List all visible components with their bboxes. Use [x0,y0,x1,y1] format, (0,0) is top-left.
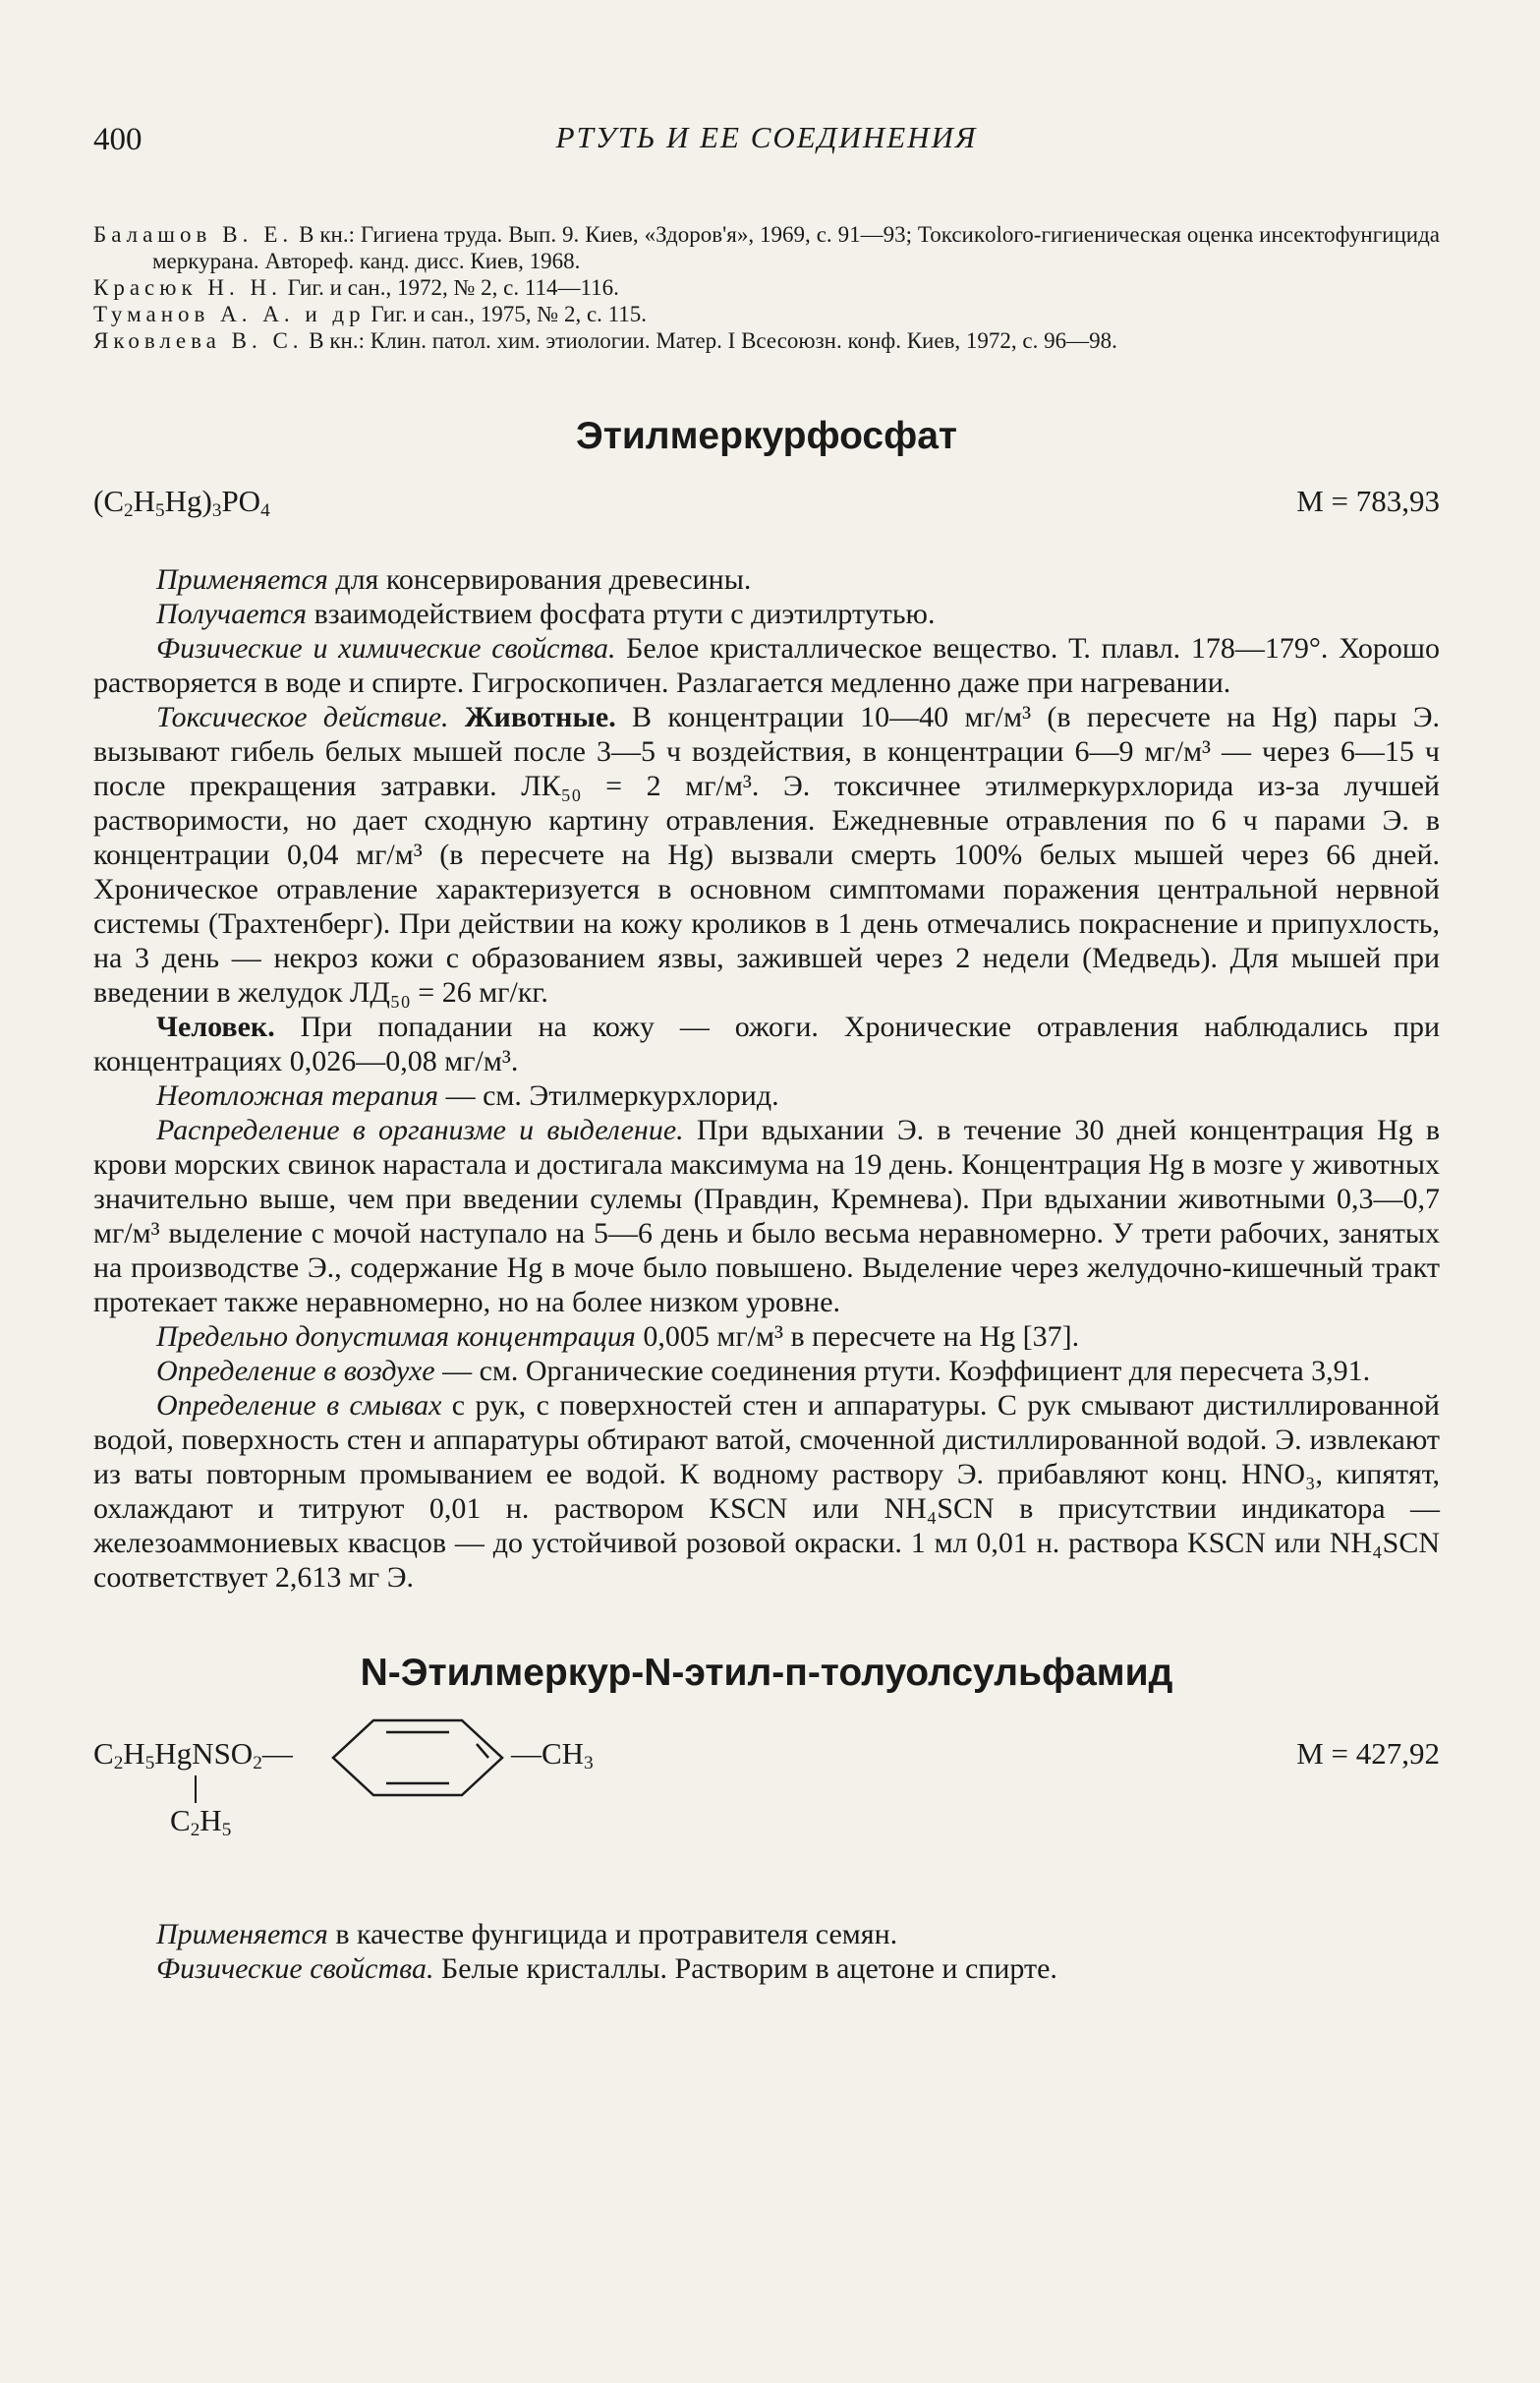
reference-author: Балашов В. Е. [93,222,294,247]
formula-row [93,480,1440,527]
formula-chain: $C_2H_5HgNSO_2—$ [93,1736,293,1773]
reference-item [93,327,1440,354]
reference-text: Гиг. и сан., 1972, № 2, с. 114—116. [281,275,619,300]
paragraph-keyword: Неотложная терапия [156,1079,439,1112]
benzene-ring-icon [329,1716,506,1799]
reference-item [93,301,1440,327]
reference-item [93,274,1440,301]
paragraph-text: При попадании на кожу — ожоги. Хронические отравления наблюдались при концентрациях 0,026—0,08 мг/м³. [93,1011,1440,1077]
reference-text: В кн.: Гигиена труда. Вып. 9. Киев, «Здоров'я», 1969, с. 91—93; Токсикolого-гигиеническая оценка инсектофунгицида меркурана. Автореф. канд. дисс. Киев, 1968. [152,222,1441,273]
paragraph [93,1951,1440,1986]
paragraph-keyword: Распределение в организме и выделение. [156,1114,684,1146]
section-title-sulfamide: N-Этилмеркур-N-этил-п-толуолсульфамид [360,1652,1173,1694]
page-number: 400 [93,122,143,157]
paragraph-keyword: Применяется [156,1918,328,1950]
paragraph [93,1113,1440,1319]
paragraph [93,562,1440,597]
paragraph-text: — см. Органические соединения ртути. Коэффициент для пересчета 3,91. [434,1355,1371,1387]
paragraph-keyword: Физические свойства. [156,1952,434,1985]
paragraph-bold-term: Человек. [156,1011,275,1043]
paragraph-text: — см. Этилмеркурхлорид. [438,1079,779,1112]
paragraph [93,1917,1440,1951]
paragraph-keyword: Предельно допустимая концентрация [156,1320,636,1353]
chemical-formula: $(C_2H_5Hg)_3PO_4$ [93,484,270,521]
section-body [93,562,1440,1595]
section-body [93,1917,1440,1986]
methyl-group: $—CH_3$ [511,1736,594,1773]
paragraph-text: В концентрации 10—40 мг/м³ (в пересчете на Hg) пары Э. вызывают гибель белых мышей после 3—5 ч воздействия, в концентрации 6—9 мг/м³ — через 6—15 ч после прекращения затравки. ЛК₅₀ = 2 мг/м³. Э. токсичнее этилмеркурхлорида из-за лучшей растворимости, но дает сходную картину отравления. Ежедневные отравления по 6 ч парами Э. в концентрации 0,04 мг/м³ (в пересчете на Hg) вызвали смерть 100% белых мышей через 66 дней. Хроническое отравление характеризуется в основном симптомами поражения центральной нервной системы (Трахтенберг). При действии на кожу кроликов в 1 день отмечались покраснение и припухлость, на 3 день — некроз кожи с образованием язвы, зажившей через 2 недели (Медведь). Для мышей при введении в желудок ЛД₅₀ = 26 мг/кг. [93,701,1440,1009]
paragraph-bold-term: Животные. [448,701,616,733]
molecular-weight: M = 783,93 [1296,484,1440,518]
paragraph-text: Белое кристаллическое вещество. Т. плавл. 178—179°. Хорошо растворяется в воде и спирте. Гигроскопичен. Разлагается медленно даже при нагревании. [93,632,1440,699]
molecular-weight: M = 427,92 [1296,1736,1440,1771]
ethyl-group: $C_2H_5$ [170,1803,232,1840]
paragraph-keyword: Токсическое действие. [156,701,449,733]
paragraph-text: для консервирования древесины. [327,563,752,596]
reference-author: Туманов А. А. и др [93,302,366,326]
paragraph-text: в качестве фунгицида и протравителя семян. [327,1918,898,1950]
paragraph [93,1078,1440,1113]
paragraph [93,700,1440,1010]
running-head [93,108,1440,167]
running-title: РТУТЬ И ЕЕ СОЕДИНЕНИЯ [555,120,978,154]
paragraph-keyword: Определение в воздухе [156,1355,435,1387]
paragraph [93,1319,1440,1354]
paragraph [93,631,1440,700]
section-title-ethylmercurphosphate: Этилмеркурфосфат [575,415,957,457]
book-page [93,108,1440,1986]
vertical-bond [195,1775,197,1803]
reference-author: Яковлева В. С. [93,328,304,353]
paragraph-keyword: Получается [156,598,308,630]
reference-author: Красюк Н. Н. [93,275,282,300]
reference-text: В кн.: Клин. патол. хим. этиологии. Матер. I Всесоюзн. конф. Киев, 1972, с. 96—98. [303,328,1117,353]
paragraph-keyword: Применяется [156,563,328,596]
reference-item [93,221,1440,274]
paragraph-text: 0,005 мг/м³ в пересчете на Hg [37]. [635,1320,1080,1353]
paragraph-text: Белые кристаллы. Растворим в ацетоне и спирте. [433,1952,1057,1985]
structural-formula [93,1730,1440,1858]
reference-text: Гиг. и сан., 1975, № 2, с. 115. [365,302,648,326]
paragraph [93,597,1440,631]
paragraph-keyword: Физические и химические свойства. [156,632,616,665]
paragraph-keyword: Определение в смывах [156,1389,442,1422]
paragraph-text: взаимодействием фосфата ртути с диэтилртутью. [307,598,936,630]
paragraph [93,1354,1440,1388]
reference-list [93,221,1440,354]
paragraph [93,1010,1440,1078]
paragraph-text: При вдыхании Э. в течение 30 дней концентрация Hg в крови морских свинок нарастала и достигала максимума на 19 день. Концентрация Hg в мозге у животных значительно выше, чем при введении сулемы (Правдин, Кремнева). При вдыхании животными 0,3—0,7 мг/м³ выделение с мочой наступало на 5—6 день и было весьма неравномерно. У трети рабочих, занятых на производстве Э., содержание Hg в моче было повышено. Выделение через желудочно-кишечный тракт протекает также неравномерно, но на более низком уровне. [93,1114,1440,1318]
paragraph-text: с рук, с поверхностей стен и аппаратуры. С рук смывают дистиллированной водой, поверхность стен и аппаратуры обтирают ватой, смоченной дистиллированной водой. Э. извлекают из ваты повторным промыванием ее водой. К водному раствору Э. прибавляют конц. HNO₃, кипятят, охлаждают и титруют 0,01 н. раствором KSCN или NH₄SCN в присутствии индикатора — железоаммониевых квасцов — до устойчивой розовой окраски. 1 мл 0,01 н. раствора KSCN или NH₄SCN соответствует 2,613 мг Э. [93,1389,1440,1594]
paragraph [93,1388,1440,1595]
